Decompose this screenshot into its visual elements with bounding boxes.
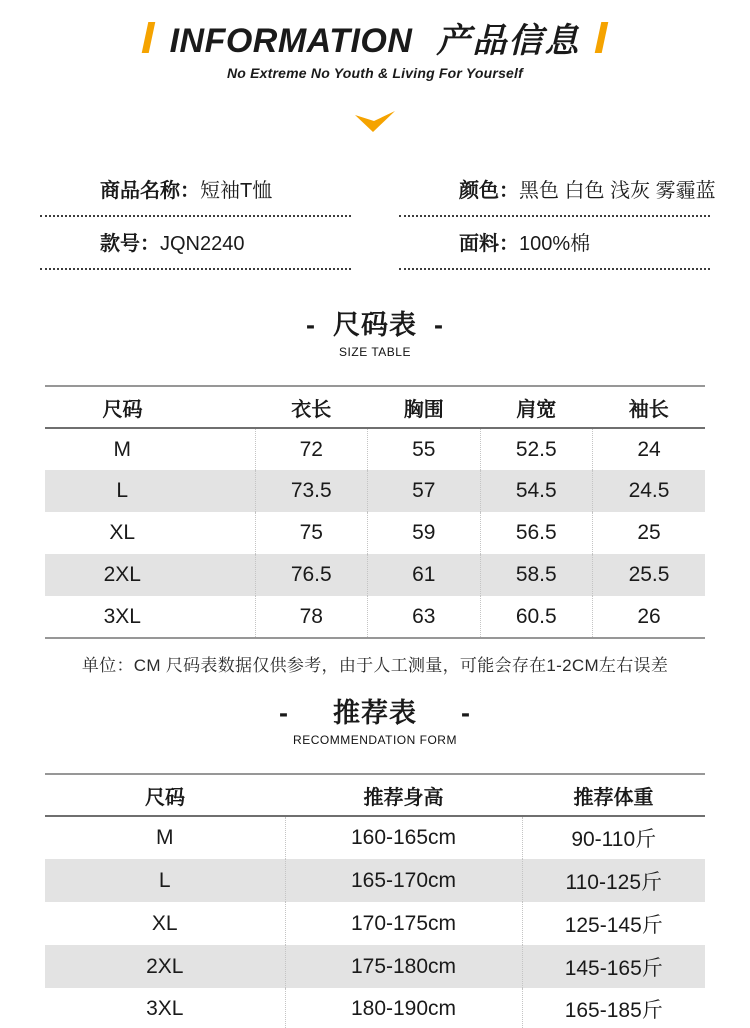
table-cell: 73.5 xyxy=(255,470,368,512)
size-table-title xyxy=(0,307,750,343)
table-cell: 125-145斤 xyxy=(522,902,705,945)
page-subtitle: No Extreme No Youth & Living For Yourself xyxy=(226,65,523,81)
table-cell: 3XL xyxy=(103,604,141,628)
table-row xyxy=(45,988,705,1028)
recommend-table-head xyxy=(45,774,705,816)
table-cell: 90-110斤 xyxy=(522,816,705,859)
field-fabric-label: 面料： xyxy=(459,233,519,255)
table-cell: 76.5 xyxy=(255,554,368,596)
table-row xyxy=(45,945,705,988)
field-color xyxy=(399,178,716,217)
page-title-en: INFORMATION xyxy=(169,22,413,60)
recommend-table-header-row xyxy=(45,774,705,816)
dash-right: - xyxy=(461,698,471,728)
table-cell: L xyxy=(116,479,129,502)
field-style-number-label: 款号： xyxy=(100,233,160,255)
size-table-body xyxy=(45,428,705,638)
table-cell: 61 xyxy=(368,554,481,596)
table-cell: L xyxy=(158,868,171,892)
field-color-label: 颜色： xyxy=(459,180,519,202)
column-header: 衣长 xyxy=(291,398,332,421)
size-table-head xyxy=(45,386,705,428)
table-cell: 52.5 xyxy=(480,428,593,470)
column-header: 肩宽 xyxy=(516,398,557,421)
table-cell: XL xyxy=(109,521,136,544)
table-cell: 110-125斤 xyxy=(522,859,705,902)
accent-bar-right xyxy=(595,22,609,53)
product-info-grid xyxy=(40,178,716,270)
table-row xyxy=(45,902,705,945)
table-cell: 54.5 xyxy=(480,470,593,512)
table-cell: 72 xyxy=(255,428,368,470)
field-product-name xyxy=(40,178,351,217)
table-cell: 59 xyxy=(368,512,481,554)
table-cell: 2XL xyxy=(146,954,184,978)
table-cell: 58.5 xyxy=(480,554,593,596)
table-row xyxy=(45,859,705,902)
table-row xyxy=(45,512,705,554)
header-title-row xyxy=(0,13,750,62)
dash-left: - xyxy=(279,698,289,728)
table-cell: 60.5 xyxy=(480,596,593,638)
table-cell: 165-170cm xyxy=(285,859,522,902)
table-row xyxy=(45,428,705,470)
page-title xyxy=(170,13,581,62)
table-cell: 26 xyxy=(593,596,706,638)
table-cell: 57 xyxy=(368,470,481,512)
recommend-table-subtitle: RECOMMENDATION FORM xyxy=(293,733,457,747)
table-cell: M xyxy=(156,826,174,849)
table-cell: 63 xyxy=(368,596,481,638)
recommend-table-body xyxy=(45,816,705,1028)
column-header: 推荐身高 xyxy=(363,786,444,809)
field-style-number-value: JQN2240 xyxy=(160,233,245,255)
chevron-down-icon xyxy=(0,111,750,133)
table-cell: 170-175cm xyxy=(285,902,522,945)
table-cell: 165-185斤 xyxy=(522,988,705,1028)
table-row xyxy=(45,596,705,638)
table-cell: 145-165斤 xyxy=(522,945,705,988)
accent-bar-left xyxy=(141,22,155,53)
column-header: 尺码 xyxy=(102,398,143,421)
table-cell: XL xyxy=(151,911,178,935)
recommend-table-title-text: 推荐表 xyxy=(333,698,417,728)
field-fabric xyxy=(399,231,710,270)
table-cell: M xyxy=(113,437,131,461)
table-cell: 24 xyxy=(593,428,706,470)
table-cell: 78 xyxy=(255,596,368,638)
table-cell: 2XL xyxy=(103,563,141,586)
field-color-value: 黑色 白色 浅灰 雾霾蓝 xyxy=(519,180,716,202)
table-cell: 25.5 xyxy=(593,554,706,596)
table-cell: 24.5 xyxy=(593,470,706,512)
table-cell: 160-165cm xyxy=(285,816,522,859)
size-table-header-row xyxy=(45,386,705,428)
column-header: 袖长 xyxy=(628,398,669,421)
dash-left: - xyxy=(306,310,316,340)
table-cell: 75 xyxy=(255,512,368,554)
table-cell: 25 xyxy=(593,512,706,554)
size-table-subtitle: SIZE TABLE xyxy=(339,345,411,359)
page-header xyxy=(0,0,750,81)
table-cell: 55 xyxy=(368,428,481,470)
recommend-table xyxy=(45,773,705,1028)
table-cell: 3XL xyxy=(146,997,184,1020)
column-header: 推荐体重 xyxy=(573,786,654,809)
recommend-table-title xyxy=(0,695,750,731)
table-cell: 175-180cm xyxy=(285,945,522,988)
field-style-number xyxy=(40,231,351,270)
column-header: 胸围 xyxy=(403,398,444,421)
table-row xyxy=(45,554,705,596)
table-row xyxy=(45,816,705,859)
table-cell: 56.5 xyxy=(480,512,593,554)
dash-right: - xyxy=(434,310,444,340)
table-cell: 180-190cm xyxy=(285,988,522,1028)
size-table-note: 单位：CM 尺码表数据仅供参考，由于人工测量，可能会存在1-2CM左右误差 xyxy=(81,656,669,675)
field-fabric-value: 100%棉 xyxy=(519,233,591,255)
size-table xyxy=(45,385,705,639)
field-product-name-value: 短袖T恤 xyxy=(200,180,273,202)
size-table-title-text: 尺码表 xyxy=(333,310,417,340)
table-row xyxy=(45,470,705,512)
page-title-zh: 产品信息 xyxy=(436,22,581,60)
field-product-name-label: 商品名称： xyxy=(100,180,200,202)
column-header: 尺码 xyxy=(145,786,185,809)
